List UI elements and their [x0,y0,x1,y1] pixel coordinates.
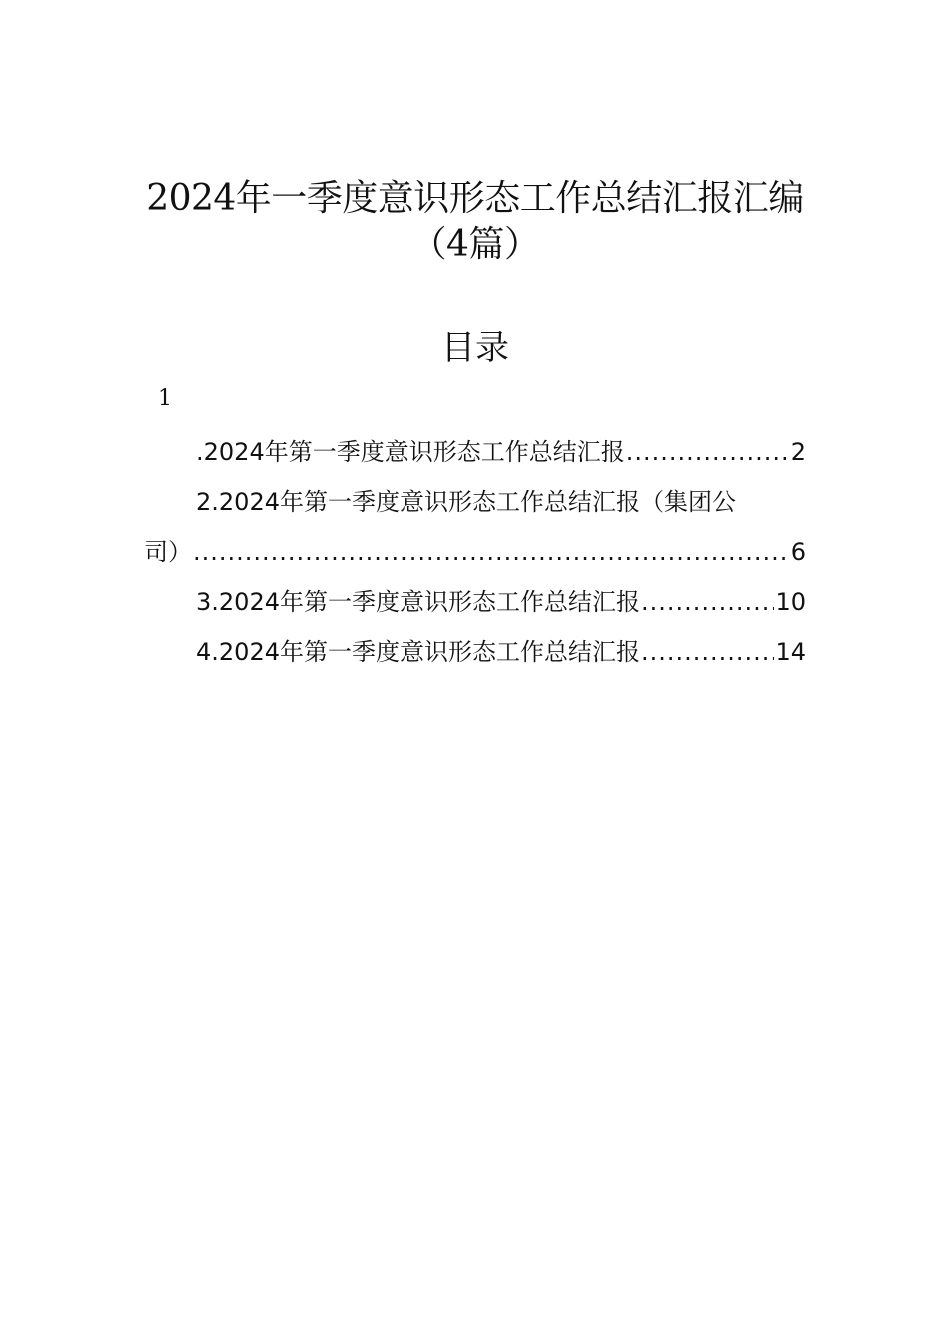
toc-entry-text: 3.2024年第一季度意识形态工作总结汇报 [196,588,640,616]
toc-entry-1[interactable] [144,427,806,477]
toc-entry-4[interactable] [144,627,806,677]
document-title [100,176,850,268]
toc-leader-dots [193,527,790,577]
toc-page-number: 2 [790,438,806,466]
toc-heading: 目录 [441,328,509,368]
title-line-1: 2024年一季度意识形态工作总结汇报汇编 [146,178,804,219]
toc-entry-3[interactable] [144,577,806,627]
toc-entry-text: .2024年第一季度意识形态工作总结汇报 [196,438,625,466]
toc-page-number: 14 [775,638,806,666]
toc-entry-2-line-1[interactable] [144,477,806,527]
title-line-2: （4篇） [410,224,540,265]
toc-leader-dots [626,427,790,477]
stray-number: 1 [158,386,172,411]
toc-entry-text: 司） [144,538,192,566]
toc-leader-dots [641,627,774,677]
toc-leader-dots [641,577,774,627]
toc-entry-text: 4.2024年第一季度意识形态工作总结汇报 [196,638,640,666]
toc-entry-text: 2.2024年第一季度意识形态工作总结汇报（集团公 [196,488,736,516]
table-of-contents [144,427,806,677]
toc-page-number: 10 [775,588,806,616]
toc-page-number: 6 [790,538,806,566]
toc-entry-2-line-2[interactable] [144,527,806,577]
